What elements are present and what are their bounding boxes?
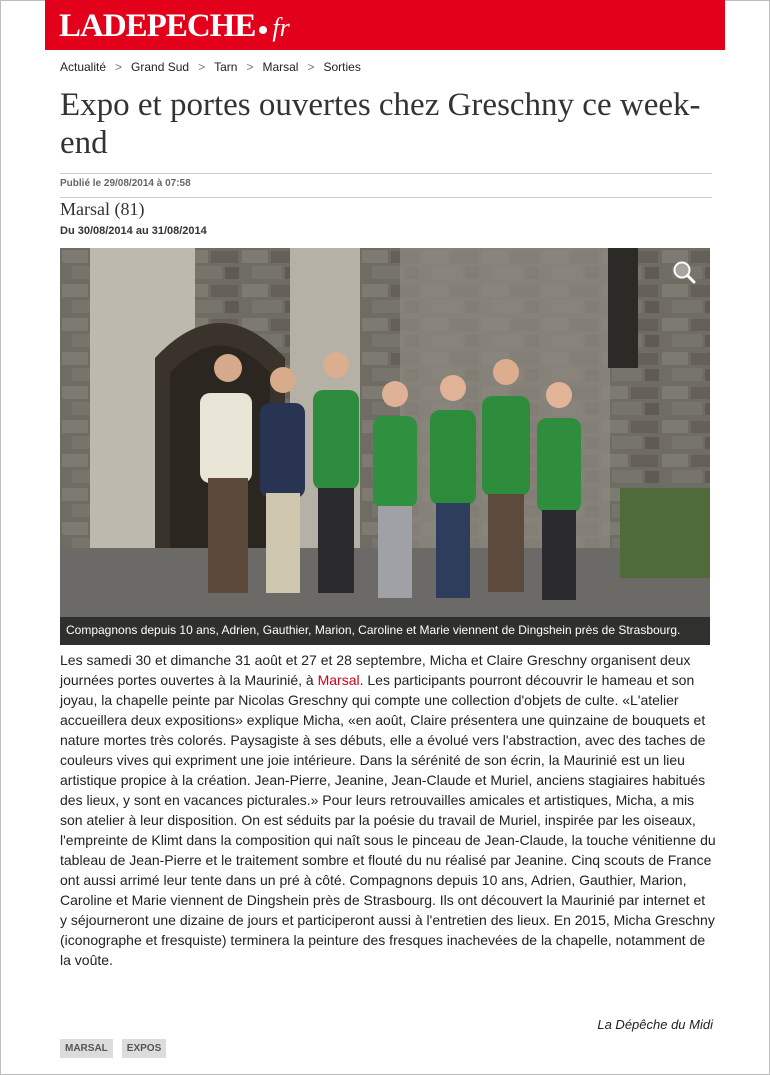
breadcrumb-item-actualite[interactable]: Actualité xyxy=(60,60,107,74)
breadcrumb-item-tarn[interactable]: Tarn xyxy=(214,60,238,74)
breadcrumb-separator: > xyxy=(307,60,315,74)
article-body xyxy=(60,650,716,970)
event-dates: Du 30/08/2014 au 31/08/2014 xyxy=(60,225,207,237)
breadcrumb-separator: > xyxy=(246,60,254,74)
logo-suffix: fr xyxy=(272,13,290,42)
magnifier-zoom-icon[interactable] xyxy=(672,260,696,284)
logo-dot-icon xyxy=(259,26,267,34)
site-logo[interactable] xyxy=(59,8,290,45)
photo-caption: Compagnons depuis 10 ans, Adrien, Gauthier, Marion, Caroline et Marie viennent de Dingshein près de Strasbourg. xyxy=(60,617,710,645)
breadcrumb-item-sorties[interactable]: Sorties xyxy=(323,60,361,74)
publication-date: Publié le 29/08/2014 à 07:58 xyxy=(60,173,712,198)
breadcrumb-item-grand-sud[interactable]: Grand Sud xyxy=(131,60,190,74)
breadcrumb xyxy=(60,60,361,74)
body-text-part: Les samedi 30 et dimanche 31 août et 27 et 28 septembre, Micha et Claire Greschny organisent deux journées portes ouvertes à la Maurinié, à xyxy=(60,652,691,688)
group-photo xyxy=(60,248,710,645)
body-text-part: . Les participants pourront découvrir le hameau et son joyau, la chapelle peinte par Nicolas Greschny qui compte une collection d'objets de culte. «L'atelier accueillera deux expositions» explique Micha, «en août, Claire présentera une quinzaine de bouquets et nature mortes très colorés. Paysagiste à ses débuts, elle a évolué vers l'abstraction, avec des taches de couleurs vives qui expriment une joie intérieure. Dans la sérénité de son écrin, la Maurinié est un lieu artistique propice à la création. Jean-Pierre, Jeanine, Jean-Claude et Muriel, anciens stagiaires habitués des lieux, y sont en vacances picturales.» Pour leurs retrouvailles amicales et artistiques, Micha, a mis son atelier à leur disposition. On est séduits par la poésie du travail de Muriel, inspirée par les oiseaux, l'empreinte de Klimt dans la composition qui naît sous le pinceau de Jean-Claude, la touche vénitienne du tableau de Jean-Pierre et le traitement sombre et flouté du nu réalisé par Jeanine. Cinq scouts de France ont aussi arrimé leur tente dans un pré à côté. Compagnons depuis 10 ans, Adrien, Gauthier, Marion, Caroline et Marie viennent de Dingshein près de Strasbourg. Ils ont découvert la Maurinié par internet et y séjourneront une dizaine de jours et participeront aussi à l'entretien des lieux. En 2015, Micha Greschny (iconographe et fresquiste) terminera la peinture des fresques inachevées de la chapelle, notamment de la voûte. xyxy=(60,672,716,968)
breadcrumb-item-marsal[interactable]: Marsal xyxy=(262,60,299,74)
breadcrumb-separator: > xyxy=(198,60,206,74)
article-source: La Dépêche du Midi xyxy=(597,1017,713,1032)
tag-expos[interactable]: EXPOS xyxy=(122,1039,166,1058)
article-photo[interactable] xyxy=(60,248,710,645)
tag-marsal[interactable]: MARSAL xyxy=(60,1039,113,1058)
article-title: Expo et portes ouvertes chez Greschny ce week-end xyxy=(60,87,701,161)
logo-text: LADEPECHE xyxy=(59,8,256,44)
tag-list xyxy=(60,1038,175,1058)
breadcrumb-separator: > xyxy=(115,60,123,74)
marsal-link[interactable]: Marsal xyxy=(317,672,360,688)
event-location: Marsal (81) xyxy=(60,199,145,219)
masthead xyxy=(45,0,725,50)
